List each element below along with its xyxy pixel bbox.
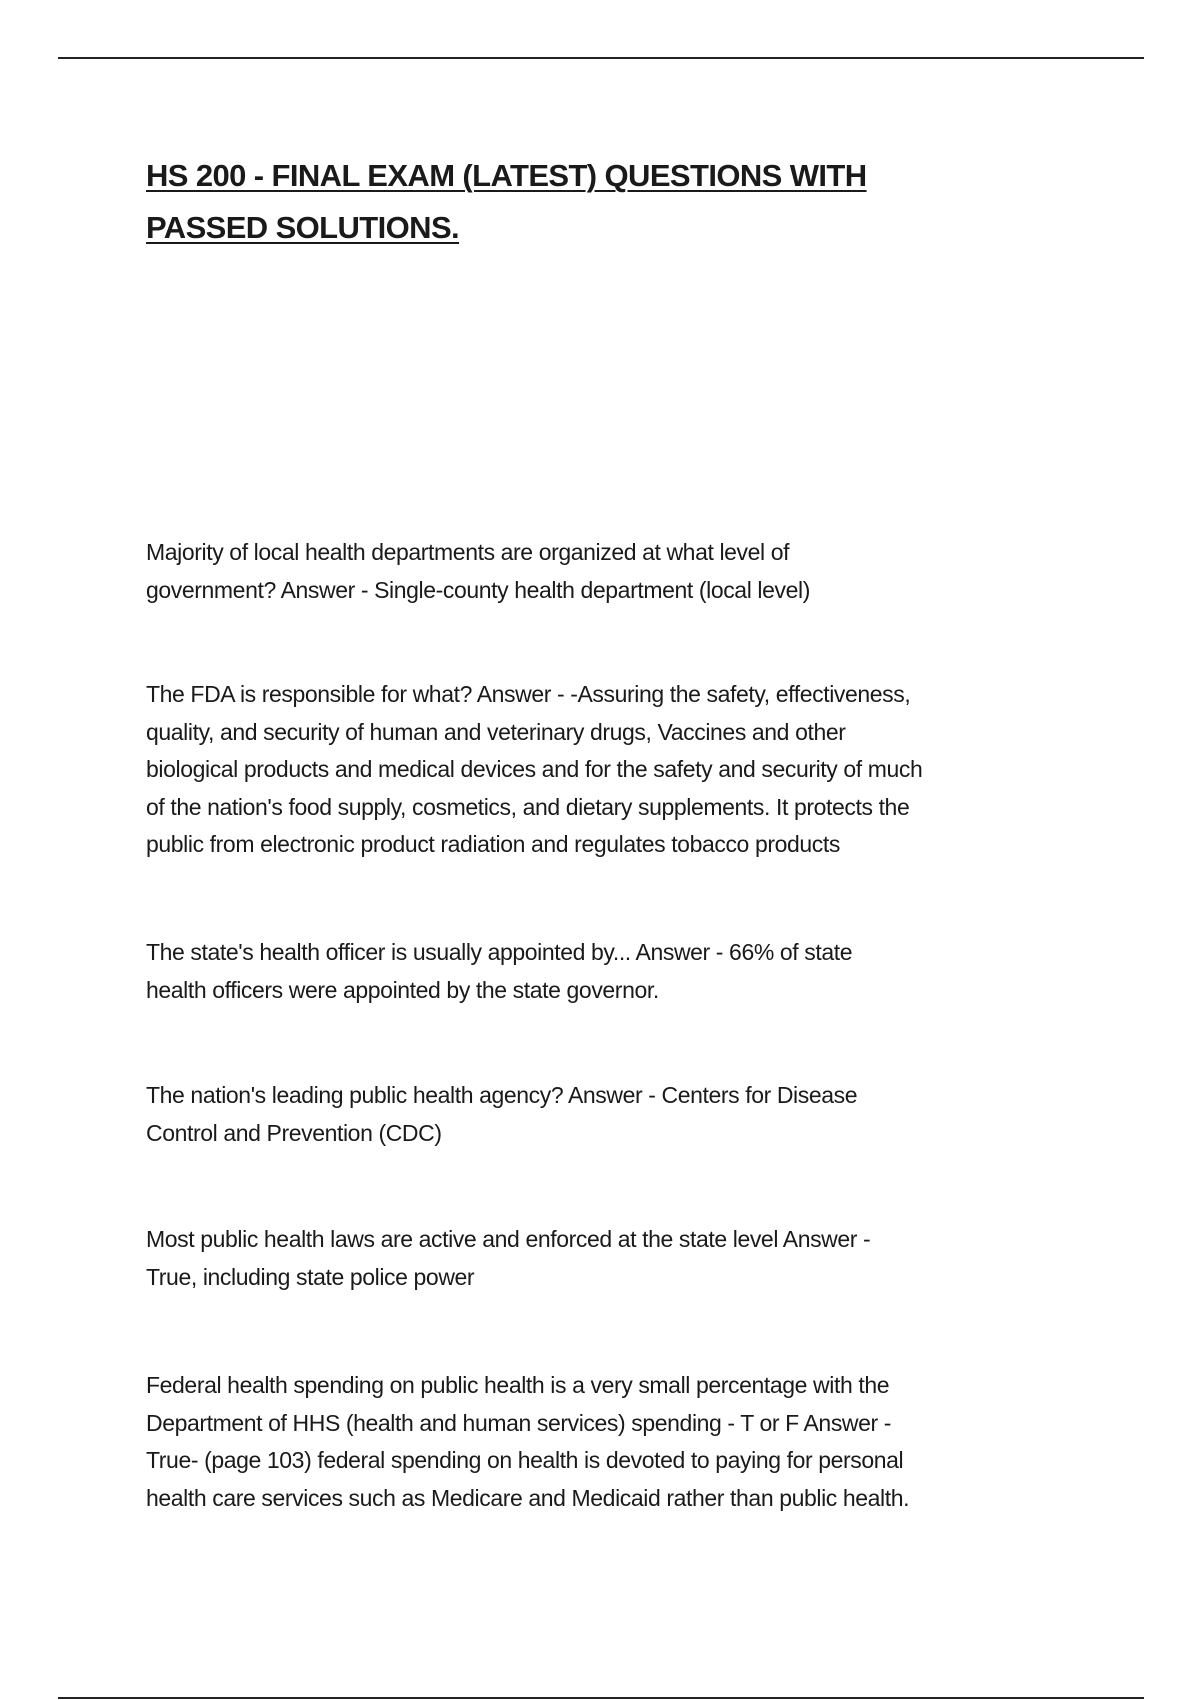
title-line: HS 200 - FINAL EXAM (LATEST) QUESTIONS WITH bbox=[146, 158, 867, 193]
qa-line: Federal health spending on public health is a very small percentage with the bbox=[146, 1372, 890, 1398]
qa-line: public from electronic product radiation and regulates tobacco products bbox=[146, 831, 840, 857]
qa-line: biological products and medical devices and for the safety and security of much bbox=[146, 756, 923, 782]
qa-paragraph bbox=[146, 1221, 870, 1296]
qa-line: government? Answer - Single-county health department (local level) bbox=[146, 576, 810, 603]
qa-line: health officers were appointed by the state governor. bbox=[146, 976, 659, 1003]
qa-line: Majority of local health departments are organized at what level of bbox=[146, 539, 790, 565]
qa-line: True- (page 103) federal spending on health is devoted to paying for personal bbox=[146, 1447, 904, 1473]
qa-line: The state's health officer is usually appointed by... Answer - 66% of state bbox=[146, 939, 853, 965]
qa-paragraph bbox=[146, 1367, 909, 1517]
qa-line: Most public health laws are active and enforced at the state level Answer - bbox=[146, 1226, 871, 1252]
qa-paragraph bbox=[146, 676, 922, 864]
qa-line: health care services such as Medicare and Medicaid rather than public health. bbox=[146, 1484, 910, 1511]
qa-line: quality, and security of human and veterinary drugs, Vaccines and other bbox=[146, 718, 846, 745]
header-rule bbox=[58, 57, 1144, 59]
title-line: PASSED SOLUTIONS. bbox=[146, 210, 460, 245]
qa-line: True, including state police power bbox=[146, 1263, 475, 1290]
qa-paragraph bbox=[146, 534, 810, 609]
qa-line: Department of HHS (health and human services) spending - T or F Answer - bbox=[146, 1409, 892, 1436]
qa-paragraph bbox=[146, 934, 852, 1009]
qa-paragraph bbox=[146, 1077, 857, 1152]
qa-line: The FDA is responsible for what? Answer - -Assuring the safety, effectiveness, bbox=[146, 681, 911, 707]
qa-line: Control and Prevention (CDC) bbox=[146, 1119, 442, 1146]
qa-line: of the nation's food supply, cosmetics, and dietary supplements. It protects the bbox=[146, 793, 910, 820]
footer-rule bbox=[58, 1697, 1144, 1699]
document-title bbox=[146, 150, 867, 254]
qa-line: The nation's leading public health agency? Answer - Centers for Disease bbox=[146, 1082, 858, 1108]
